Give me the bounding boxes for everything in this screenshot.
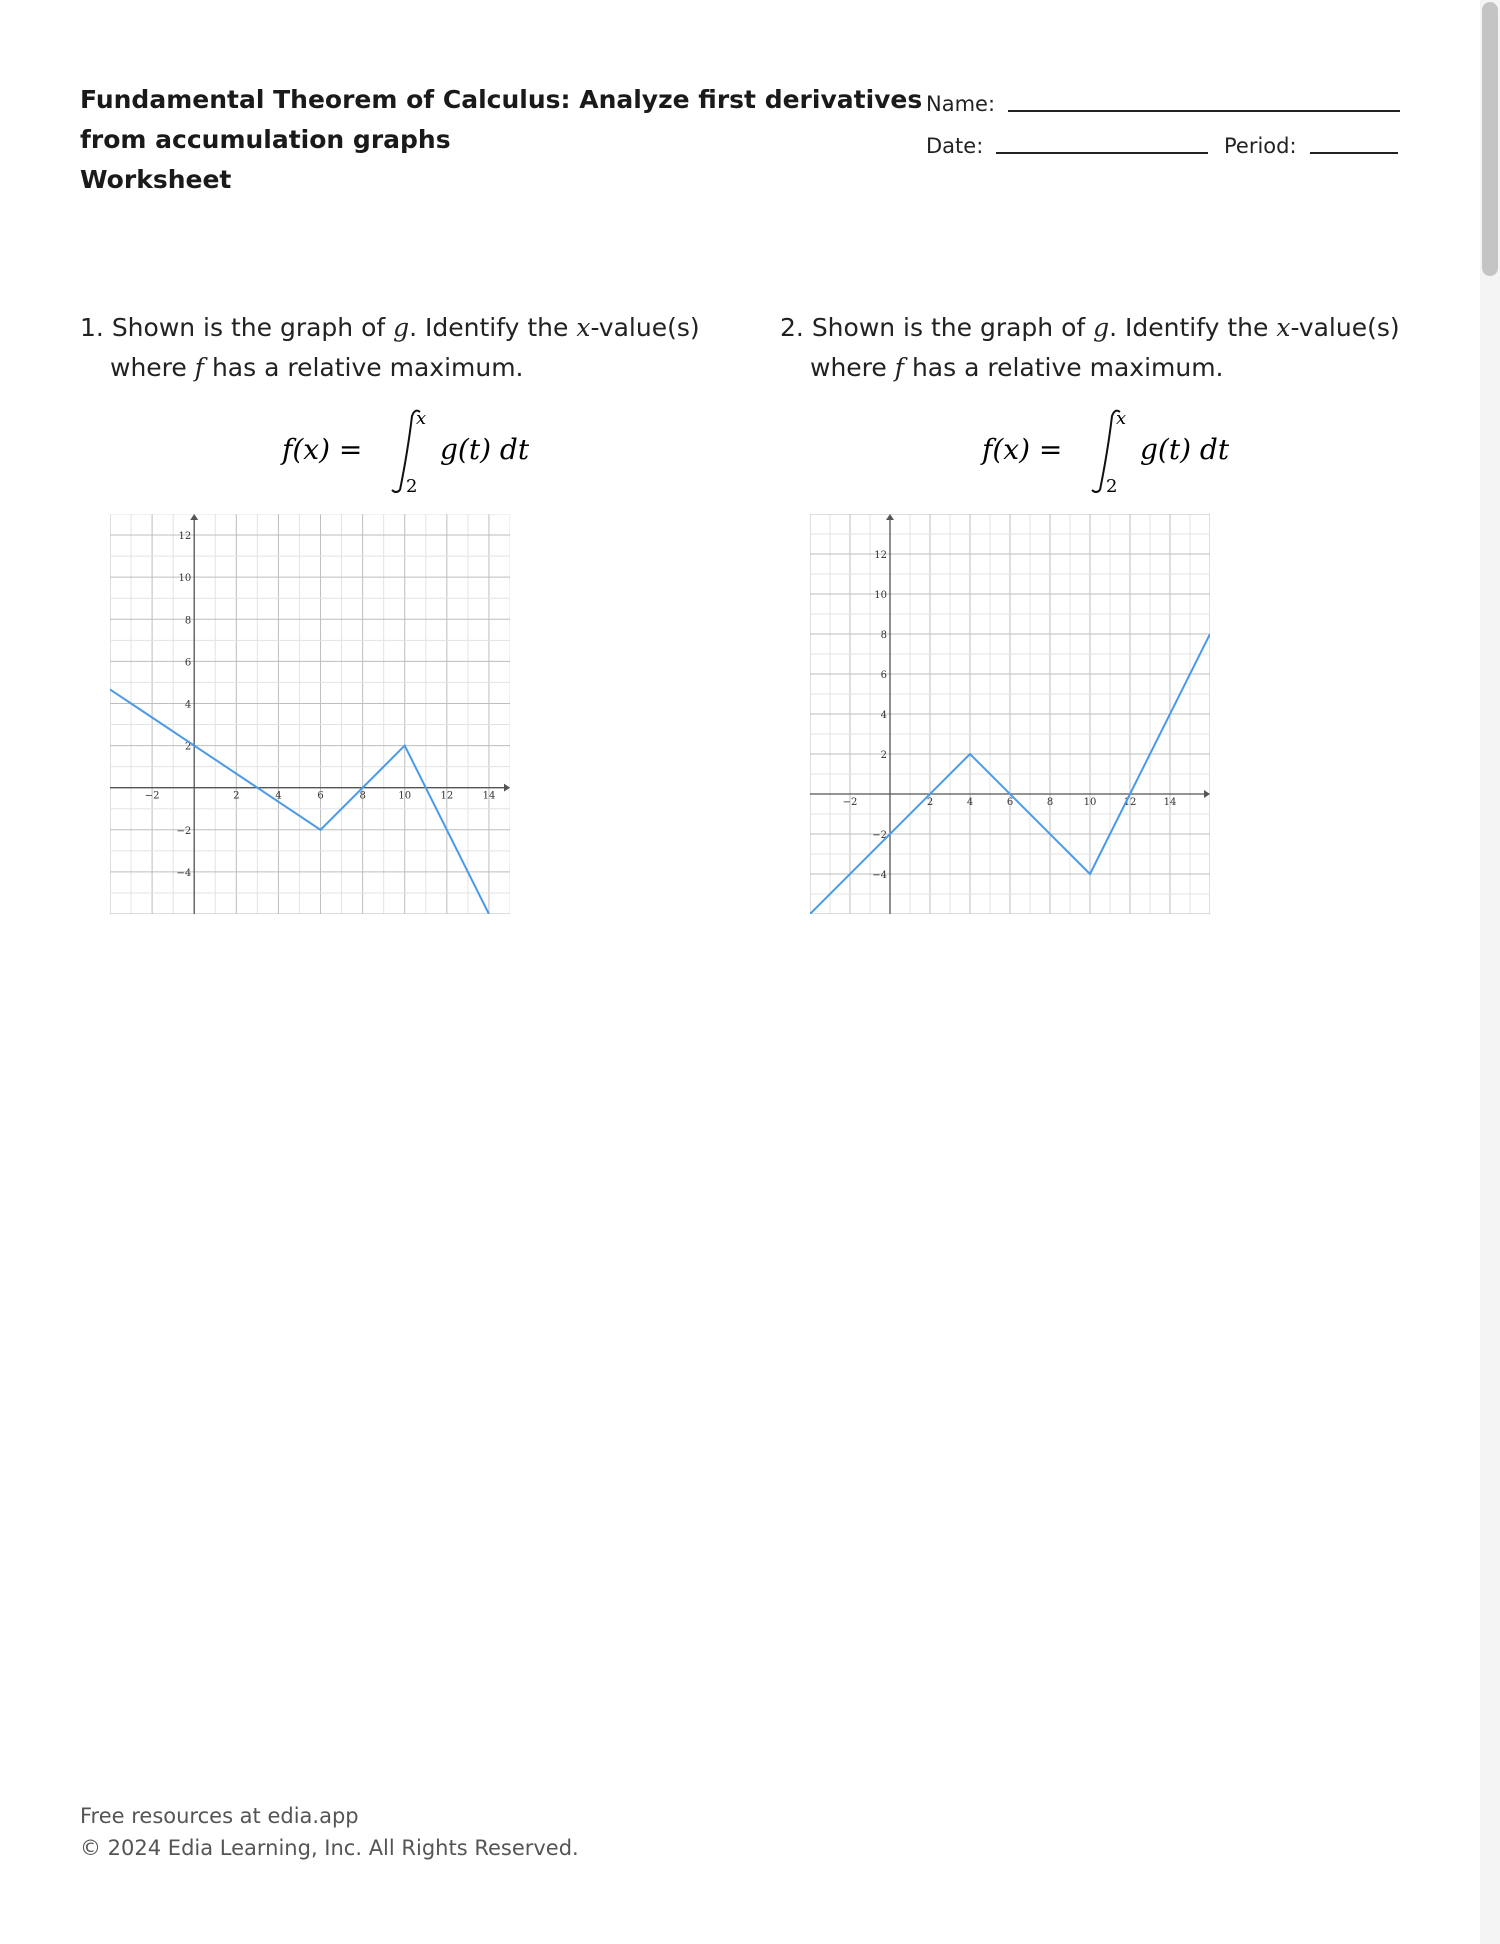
date-label: Date: bbox=[926, 134, 984, 158]
y-tick-label: 4 bbox=[184, 699, 192, 711]
footer-copyright: © 2024 Edia Learning, Inc. All Rights Reserved. bbox=[80, 1836, 579, 1860]
x-tick-label: −2 bbox=[144, 790, 160, 802]
date-field[interactable] bbox=[996, 152, 1208, 154]
x-tick-label: 14 bbox=[1163, 797, 1177, 808]
question-text: -value(s) bbox=[1290, 313, 1400, 342]
question-text: . Identify the bbox=[1109, 313, 1277, 342]
question-2 bbox=[780, 308, 1420, 388]
question-text: where bbox=[810, 353, 895, 382]
math-var: g bbox=[1093, 313, 1110, 342]
scrollbar[interactable] bbox=[1480, 0, 1500, 1944]
y-tick-label: −4 bbox=[872, 870, 887, 881]
x-tick-label: 10 bbox=[398, 790, 412, 802]
math-var: f bbox=[894, 353, 904, 382]
x-tick-label: 14 bbox=[482, 790, 496, 802]
graph-2 bbox=[810, 514, 1210, 914]
formula-1 bbox=[278, 400, 578, 500]
y-axis-arrow bbox=[886, 514, 894, 520]
upper-limit: x bbox=[1116, 408, 1127, 429]
upper-limit: x bbox=[416, 408, 427, 429]
title-line-3: Worksheet bbox=[80, 165, 232, 194]
y-tick-label: 6 bbox=[880, 670, 887, 681]
title-line-2: from accumulation graphs bbox=[80, 125, 451, 154]
period-field[interactable] bbox=[1310, 152, 1398, 154]
question-number: 2. bbox=[780, 313, 804, 342]
math-var: x bbox=[1276, 313, 1291, 342]
worksheet-title bbox=[80, 80, 923, 200]
formula-2 bbox=[978, 400, 1278, 500]
x-axis-arrow bbox=[1204, 790, 1210, 798]
y-tick-label: 8 bbox=[880, 630, 887, 641]
x-axis-arrow bbox=[504, 784, 510, 792]
question-number: 1. bbox=[80, 313, 104, 342]
x-tick-label: 2 bbox=[233, 790, 240, 802]
math-var: f bbox=[194, 353, 204, 382]
y-tick-label: −2 bbox=[176, 825, 192, 837]
y-tick-label: 10 bbox=[874, 590, 887, 601]
question-text: -value(s) bbox=[590, 313, 700, 342]
footer bbox=[80, 1800, 579, 1864]
y-tick-label: 8 bbox=[184, 615, 192, 627]
scrollbar-thumb[interactable] bbox=[1482, 2, 1498, 276]
question-text: Shown is the graph of bbox=[111, 313, 394, 342]
y-tick-label: 2 bbox=[880, 750, 887, 761]
name-label: Name: bbox=[926, 92, 996, 116]
math-var: x bbox=[576, 313, 591, 342]
x-tick-label: 6 bbox=[1006, 797, 1014, 808]
question-text: has a relative maximum. bbox=[904, 353, 1224, 382]
x-tick-label: 12 bbox=[440, 790, 454, 802]
lower-limit: 2 bbox=[406, 476, 418, 497]
x-tick-label: 8 bbox=[1046, 797, 1054, 808]
x-tick-label: 4 bbox=[966, 797, 974, 808]
y-tick-label: 2 bbox=[184, 741, 192, 753]
question-text: Shown is the graph of bbox=[811, 313, 1094, 342]
title-line-1: Fundamental Theorem of Calculus: Analyze first derivatives bbox=[80, 85, 923, 114]
graph-1 bbox=[110, 514, 510, 914]
y-tick-label: 10 bbox=[178, 573, 192, 585]
integrand: g(t) dt bbox=[440, 433, 530, 466]
question-text: has a relative maximum. bbox=[204, 353, 524, 382]
y-tick-label: −4 bbox=[176, 867, 192, 879]
formula-lhs: f(x) = bbox=[982, 433, 1063, 466]
y-tick-label: −2 bbox=[872, 830, 887, 841]
period-label: Period: bbox=[1224, 134, 1297, 158]
math-var: g bbox=[393, 313, 410, 342]
x-tick-label: 8 bbox=[359, 790, 366, 802]
y-tick-label: 4 bbox=[880, 710, 887, 721]
lower-limit: 2 bbox=[1106, 476, 1118, 497]
x-tick-label: −2 bbox=[842, 797, 858, 808]
name-field[interactable] bbox=[1008, 110, 1400, 112]
y-tick-label: 12 bbox=[874, 550, 887, 561]
footer-resources: Free resources at edia.app bbox=[80, 1804, 359, 1828]
x-tick-label: 2 bbox=[926, 797, 934, 808]
integrand: g(t) dt bbox=[1140, 433, 1230, 466]
formula-lhs: f(x) = bbox=[282, 433, 363, 466]
y-axis-arrow bbox=[190, 514, 198, 520]
question-text: . Identify the bbox=[409, 313, 577, 342]
x-tick-label: 6 bbox=[317, 790, 324, 802]
x-tick-label: 12 bbox=[1123, 797, 1137, 808]
question-text: where bbox=[110, 353, 195, 382]
y-tick-label: 12 bbox=[178, 531, 192, 543]
y-tick-label: 6 bbox=[184, 657, 192, 669]
question-1 bbox=[80, 308, 720, 388]
x-tick-label: 10 bbox=[1083, 797, 1097, 808]
x-tick-label: 4 bbox=[275, 790, 282, 802]
